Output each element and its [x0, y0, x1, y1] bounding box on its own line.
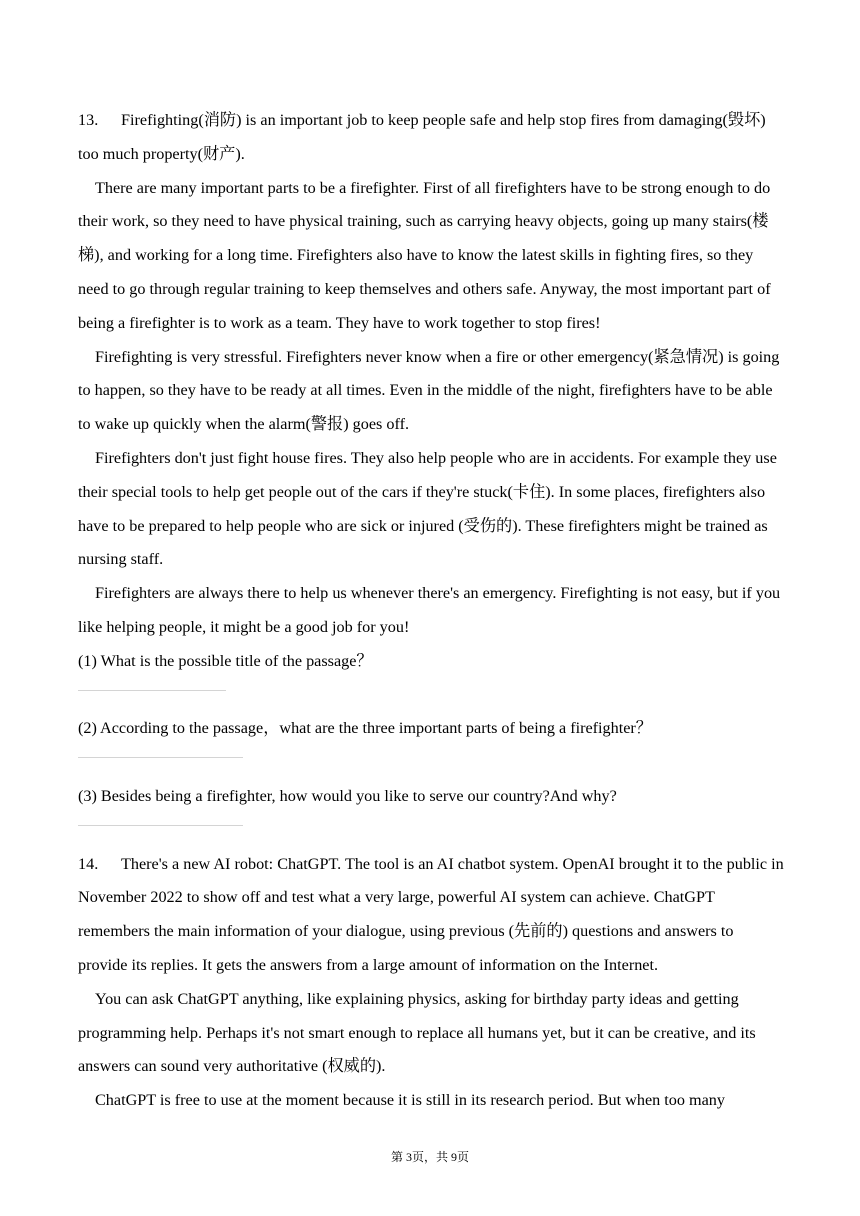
- passage-paragraph: You can ask ChatGPT anything, like explaining physics, asking for birthday party ideas and getting programming help. Perhaps it's not smart enough to replace all humans yet, but it can be creative, and its answers can sound very authoritative (权威的).: [78, 989, 756, 1076]
- passage-paragraph: Firefighters don't just fight house fires. They also help people who are in accidents. For example they use their special tools to help get people out of the cars if they're stuck(卡住). In some places, firefighters also have to be prepared to help people who are sick or injured (受伤的). These firefighters might be trained as nursing staff.: [78, 448, 777, 569]
- question-13-intro: [78, 104, 784, 172]
- question-13-number: 13.: [78, 111, 99, 129]
- passage-paragraph: Firefighters are always there to help us whenever there's an emergency. Firefighting is not easy, but if you like helping people, it might be a good job for you!: [78, 584, 781, 636]
- sub-question-3: (3) Besides being a firefighter, how would you like to serve our country?And why?: [78, 786, 617, 805]
- passage-paragraph: ChatGPT is free to use at the moment because it is still in its research period. But when too many: [95, 1091, 725, 1110]
- question-14-number: 14.: [78, 854, 99, 873]
- passage-paragraph: Firefighting is very stressful. Firefighters never know when a fire or other emergency(紧急情况) is going to happen, so they have to be ready at all times. Even in the middle of the night, firefighters have to be able to wake up quickly when the alarm(警报) goes off.: [78, 347, 780, 434]
- sub-question-1: (1) What is the possible title of the passage？: [78, 651, 373, 670]
- answer-line-3[interactable]: [78, 814, 784, 848]
- question-14-intro-text: There's a new AI robot: ChatGPT. The tool is an AI chatbot system. OpenAI brought it to the public in November 2022 to show off and test what a very large, powerful AI system can achieve. ChatGPT remembers the main information of your dialogue, using previous (先前的) questions and answers to provide its replies. It gets the answers from a large amount of information on the Internet.: [78, 854, 784, 974]
- passage-paragraph: There are many important parts to be a firefighter. First of all firefighters have to be strong enough to do their work, so they need to have physical training, such as carrying heavy objects, going up many stairs(楼梯), and working for a long time. Firefighters also have to know the latest skills in fighting fires, so they need to go through regular training to keep themselves and others safe. Anyway, the most important part of being a firefighter is to work as a team. They have to work together to stop fires!: [78, 178, 771, 332]
- sub-question-2: (2) According to the passage，what are the three important parts of being a firefighter？: [78, 719, 652, 738]
- answer-line-2[interactable]: [78, 746, 784, 780]
- question-13-intro-text: Firefighting(消防) is an important job to keep people safe and help stop fires from damaging(毁坏) too much property(财产).: [78, 111, 766, 163]
- answer-line-1[interactable]: [78, 679, 784, 713]
- page-footer: 第 3页，共 9页: [390, 1150, 469, 1164]
- page-content: [78, 104, 784, 1118]
- question-14-intro: [78, 848, 784, 983]
